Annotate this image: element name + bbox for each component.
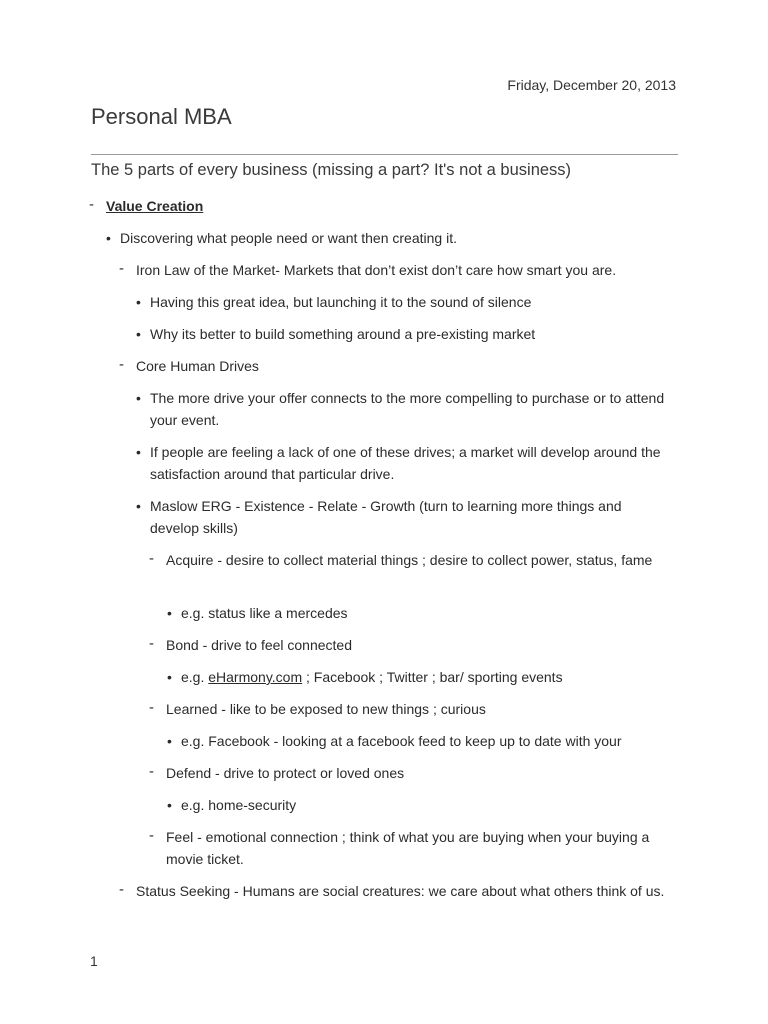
bullet-marker: • [136,444,141,460]
dash-marker: - [119,881,124,898]
outline-item-great-idea [136,291,670,313]
bullet-marker: • [167,669,172,685]
item-text-rest: ; Facebook ; Twitter ; bar/ sporting events [302,669,563,685]
outline-item-defend-eg [167,794,661,816]
bullet-marker: • [167,605,172,621]
item-text: e.g. Facebook - looking at a facebook feed to keep up to date with your [181,733,622,749]
dash-marker: - [149,550,154,567]
item-text: Status Seeking - Humans are social creatures: we care about what others think of us. [136,883,665,899]
item-text: Feel - emotional connection ; think of what you are buying when your buying a movie ticket. [166,829,650,867]
outline-item-learned [149,698,666,720]
title-divider [91,154,678,155]
item-text: Acquire - desire to collect material things ; desire to collect power, status, fame [166,552,653,568]
eharmony-link[interactable]: eHarmony.com [208,669,303,685]
outline-item-bond [149,634,666,656]
bullet-marker: • [136,390,141,406]
outline-item-feel [149,826,681,870]
item-text: The more drive your offer connects to the more compelling to purchase or to attend your event. [150,390,665,428]
heading-value-creation: Value Creation [106,198,204,214]
page-title: Personal MBA [91,104,232,129]
item-text: Core Human Drives [136,358,259,374]
bullet-marker: • [136,498,141,514]
outline-item-acquire-eg [167,602,661,624]
dash-marker: - [149,827,154,844]
bullet-marker: • [106,230,111,246]
page-number: 1 [90,953,98,969]
item-text: Maslow ERG - Existence - Relate - Growth (turn to learning more things and develop skills) [150,498,622,536]
section-subtitle: The 5 parts of every business (missing a part? It's not a business) [91,161,572,179]
outline-item-maslow [136,495,670,539]
item-text: Having this great idea, but launching it to the sound of silence [150,294,532,310]
document-date: Friday, December 20, 2013 [507,77,676,93]
item-text: e.g. home-security [181,797,297,813]
item-text: Bond - drive to feel connected [166,637,353,653]
outline-item-acquire [149,549,666,571]
dash-marker: - [149,763,154,780]
item-text: Iron Law of the Market- Markets that don’t exist don’t care how smart you are. [136,262,617,278]
item-text: Why its better to build something around a pre-existing market [150,326,536,342]
dash-marker: - [149,699,154,716]
outline-item-iron-law [119,259,681,281]
outline-item-learned-eg [167,730,681,752]
outline-item-more-drive [136,387,670,431]
dash-marker: - [149,635,154,652]
bullet-marker: • [167,797,172,813]
item-text: Learned - like to be exposed to new things ; curious [166,701,486,717]
outline-item-discovering [106,227,680,249]
outline-item-status-seeking [119,880,681,902]
outline-item-value-creation [89,195,666,217]
item-text-prefix: e.g. [181,669,209,685]
outline-item-defend [149,762,666,784]
item-text: If people are feeling a lack of one of these drives; a market will develop around the satisfaction around that particular drive. [150,444,661,482]
dash-marker: - [119,260,124,277]
outline-item-bond-eg [167,666,661,688]
item-text: e.g. status like a mercedes [181,605,348,621]
item-text: Discovering what people need or want then creating it. [120,230,457,246]
dash-marker: - [89,196,94,213]
bullet-marker: • [136,326,141,342]
item-text: Defend - drive to protect or loved ones [166,765,405,781]
bullet-marker: • [167,733,172,749]
outline-item-why-better [136,323,670,345]
outline-item-lack-drives [136,441,680,485]
bullet-marker: • [136,294,141,310]
outline-item-core-drives [119,355,681,377]
dash-marker: - [119,356,124,373]
